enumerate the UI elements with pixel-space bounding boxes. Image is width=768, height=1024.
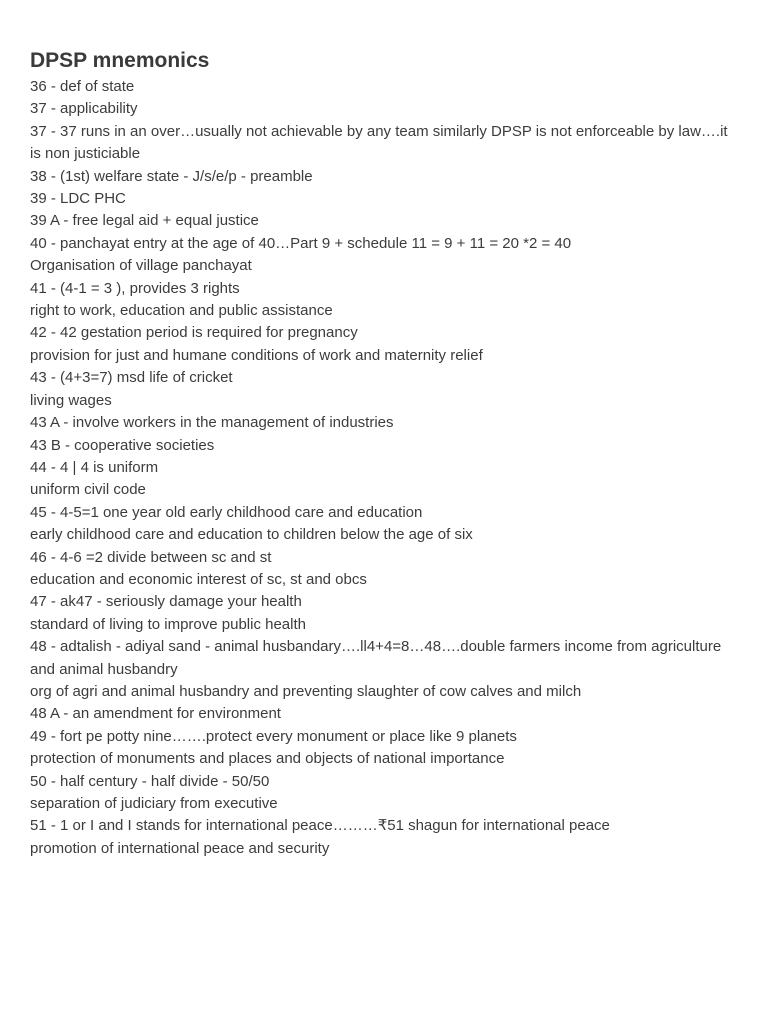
note-line: 37 - 37 runs in an over…usually not achievable by any team similarly DPSP is not enforceable by law….it is non justiciable — [30, 122, 728, 163]
note-line: 39 - LDC PHC — [30, 190, 126, 208]
note-line: 43 - (4+3=7) msd life of cricket — [30, 369, 233, 387]
note-line: 36 - def of state — [30, 78, 135, 95]
note-line: 39 A - free legal aid + equal justice — [30, 212, 259, 230]
note-line: 40 - panchayat entry at the age of 40…Part 9 + schedule 11 = 9 + 11 = 20 *2 = 40 — [30, 234, 572, 252]
note-line: 47 - ak47 - seriously damage your health — [30, 593, 302, 611]
note-line: 51 - 1 or I and I stands for international peace………₹51 shagun for international peace — [30, 817, 610, 835]
note-line: 42 - 42 gestation period is required for pregnancy — [30, 324, 358, 342]
note-body[interactable] — [30, 76, 742, 860]
note-line: 46 - 4-6 =2 divide between sc and st — [30, 548, 272, 566]
note-line: 44 - 4 | 4 is uniform — [30, 458, 159, 476]
note-line: standard of living to improve public health — [30, 615, 306, 633]
note-line: 45 - 4-5=1 one year old early childhood care and education — [30, 503, 423, 521]
note-line: education and economic interest of sc, st and obcs — [30, 570, 367, 588]
note-line: living wages — [30, 391, 112, 409]
note-line: early childhood care and education to children below the age of six — [30, 526, 473, 544]
note-line: protection of monuments and places and objects of national importance — [30, 750, 505, 768]
note-line: 48 A - an amendment for environment — [30, 705, 281, 723]
note-line: org of agri and animal husbandry and preventing slaughter of cow calves and milch — [30, 682, 582, 700]
note-line: 48 - adtalish - adiyal sand - animal husbandary….ll4+4=8…48….double farmers income from agriculture and animal husbandry — [30, 638, 722, 678]
note-title: DPSP mnemonics — [30, 49, 210, 72]
note-line: 43 A - involve workers in the management of industries — [30, 414, 394, 432]
note-line: right to work, education and public assistance — [30, 302, 333, 320]
note-line: separation of judiciary from executive — [30, 795, 278, 812]
note-line: 50 - half century - half divide - 50/50 — [30, 772, 270, 790]
note-line: promotion of international peace and security — [30, 839, 330, 857]
note-line: provision for just and humane conditions of work and maternity relief — [30, 346, 483, 364]
note-line: 37 - applicability — [30, 100, 138, 118]
note-line: 38 - (1st) welfare state - J/s/e/p - preamble — [30, 167, 313, 185]
note-line: 41 - (4-1 = 3 ), provides 3 rights — [30, 279, 240, 297]
note-line: 49 - fort pe potty nine…….protect every monument or place like 9 planets — [30, 727, 517, 745]
note-line: uniform civil code — [30, 481, 146, 499]
note-content[interactable] — [30, 47, 742, 860]
note-line: Organisation of village panchayat — [30, 257, 252, 275]
note-line: 43 B - cooperative societies — [30, 436, 215, 454]
